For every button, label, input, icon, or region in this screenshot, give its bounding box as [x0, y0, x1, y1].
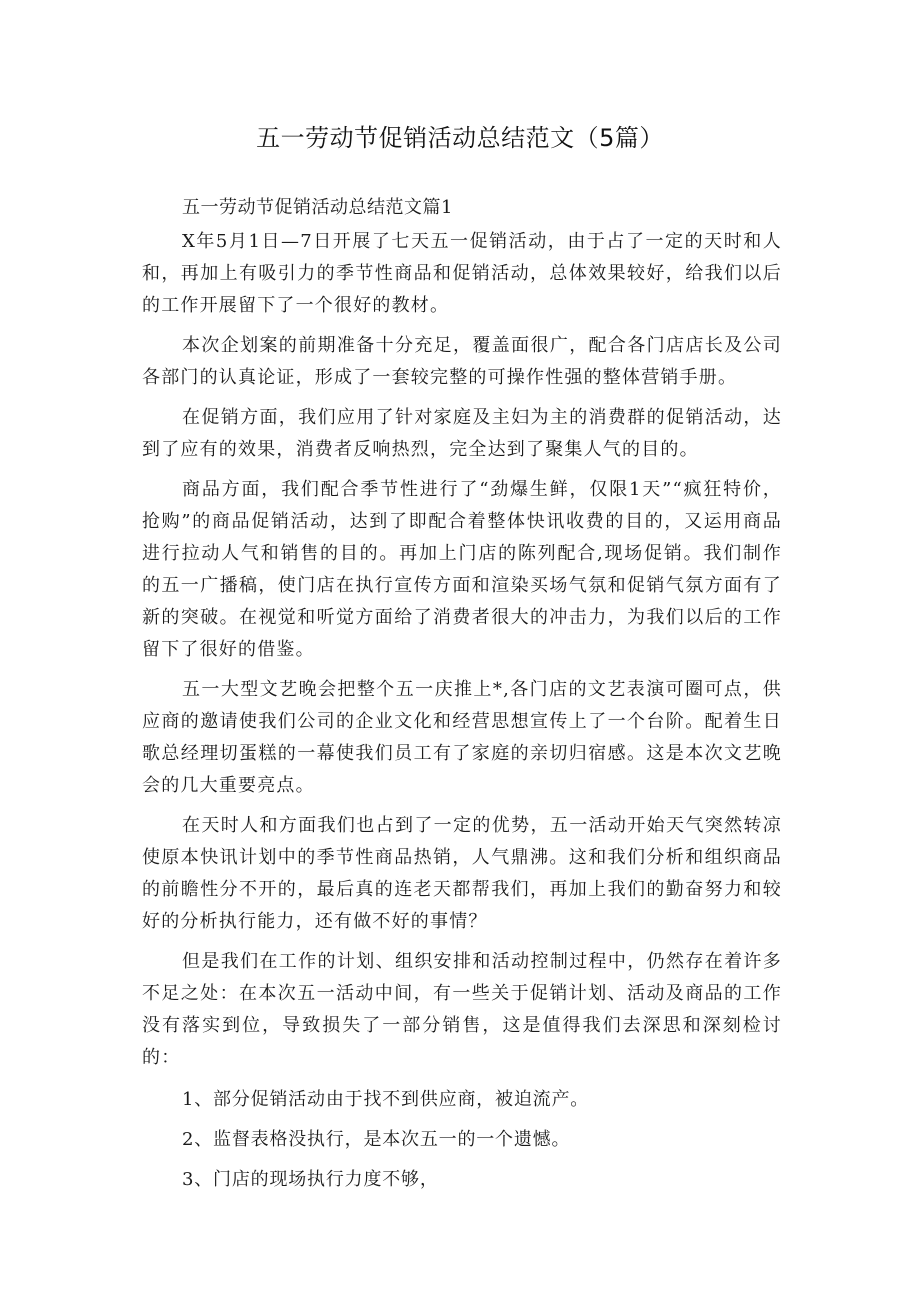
- paragraph-7: 但是我们在工作的计划、组织安排和活动控制过程中，仍然存在着许多不足之处：在本次五一活动中间，有一些关于促销计划、活动及商品的工作没有落实到位，导致损失了一部分销售，这是值得我们去深思和深刻检讨的：: [142, 951, 782, 1068]
- paragraph-6: 在天时人和方面我们也占到了一定的优势，五一活动开始天气突然转凉使原本快讯计划中的季节性商品热销，人气鼎沸。这和我们分析和组织商品的前瞻性分不开的，最后真的连老天都帮我们，再加上我们的勤奋努力和较好的分析执行能力，还有做不好的事情？: [142, 815, 782, 932]
- list-item-2: 2、监督表格没执行，是本次五一的一个遗憾。: [182, 1129, 571, 1150]
- paragraph-2: 本次企划案的前期准备十分充足，覆盖面很广，配合各门店店长及公司各部门的认真论证，形成了一套较完整的可操作性强的整体营销手册。: [142, 335, 782, 388]
- paragraph-3: 在促销方面，我们应用了针对家庭及主妇为主的消费群的促销活动，达到了应有的效果，消费者反响热烈，完全达到了聚集人气的目的。: [142, 407, 782, 460]
- paragraph-1: X年5月1日—7日开展了七天五一促销活动，由于占了一定的天时和人和，再加上有吸引力的季节性商品和促销活动，总体效果较好，给我们以后的工作开展留下了一个很好的教材。: [142, 231, 782, 316]
- list-item-3: 3、门店的现场执行力度不够，: [182, 1169, 439, 1190]
- paragraph-5: 五一大型文艺晚会把整个五一庆推上*,各门店的文艺表演可圈可点，供应商的邀请使我们公司的企业文化和经营思想宣传上了一个台阶。配着生日歌总经理切蛋糕的一幕使我们员工有了家庭的亲切归宿感。这是本次文艺晚会的几大重要亮点。: [142, 679, 782, 796]
- document-body: [142, 190, 782, 1202]
- section-heading: 五一劳动节促销活动总结范文篇1: [182, 197, 453, 218]
- list-item-1: 1、部分促销活动由于找不到供应商，被迫流产。: [182, 1089, 590, 1110]
- paragraph-4: 商品方面，我们配合季节性进行了“劲爆生鲜，仅限1天”“疯狂特价，抢购”的商品促销活动，达到了即配合着整体快讯收费的目的，又运用商品进行拉动人气和销售的目的。再加上门店的陈列配合,现场促销。我们制作的五一广播稿，使门店在执行宣传方面和渲染买场气氛和促销气氛方面有了新的突破。在视觉和听觉方面给了消费者很大的冲击力，为我们以后的工作留下了很好的借鉴。: [142, 479, 782, 660]
- document-title: 五一劳动节促销活动总结范文（5篇）: [256, 124, 664, 152]
